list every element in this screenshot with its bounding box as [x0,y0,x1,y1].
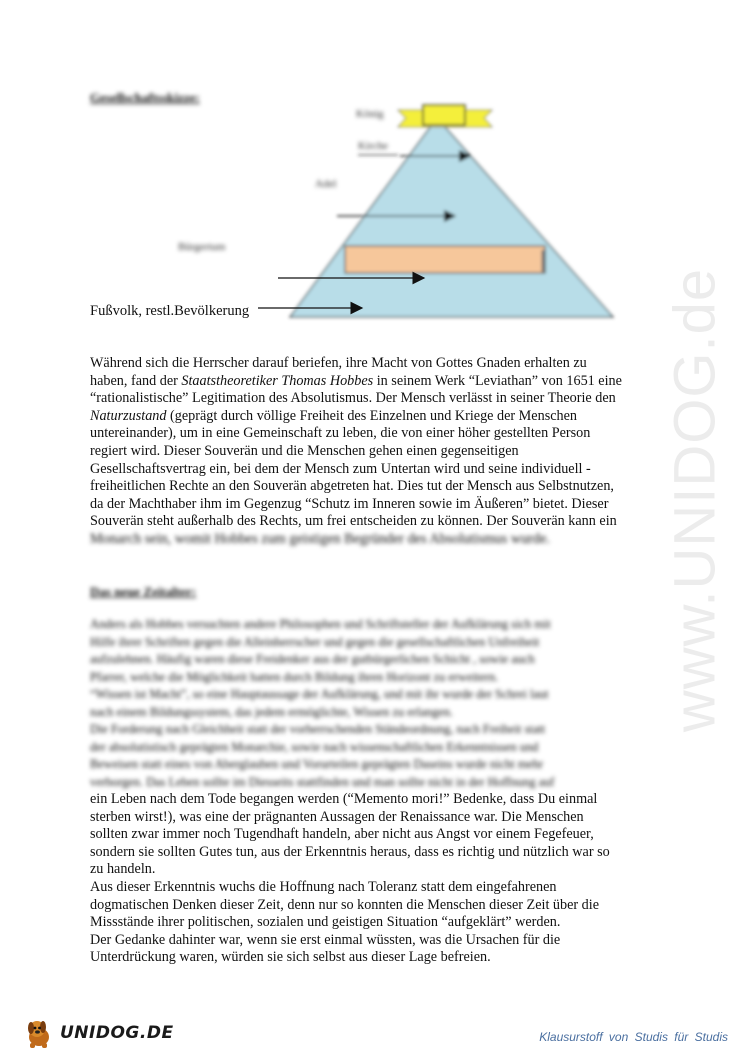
paragraph-line: Pfarrer, welche die Möglichkeit hatten durch Bildung ihren Horizont zu erweitern. [90,669,499,684]
paragraph-line [90,513,670,531]
footer-slogan: Klausurstoff von Studis für Studis [539,1030,728,1044]
paragraph-line: verborgen. Das Leben sollte im Diesseits stattfinden und man sollte nicht in der Hoffnung auf [90,774,555,789]
label-adel: Adel [315,178,337,190]
paragraph-line: Missstände ihrer politischen, sozialen und geistigen Situation “aufgeklärt” werden. [90,914,561,931]
paragraph-line [90,425,670,443]
footer-logo[interactable] [22,1015,174,1051]
paragraph-line: Unterdrückung waren, würden sie sich selbst aus dieser Lage befreien. [90,949,491,966]
paragraph-line: dogmatischen Denken dieser Zeit, denn nur so konnten die Menschen dieser Zeit über die [90,896,600,913]
text: regiert wird. Dieser Souverän und die Menschen gehen einen gegenseitigen [90,442,519,459]
paragraph-line: Aus dieser Erkenntnis wuchs die Hoffnung nach Toleranz statt dem eingefahrenen [90,878,557,895]
italic-text: Naturzustand [90,407,167,424]
paragraph-line: Der Gedanke dahinter war, wenn sie erst einmal wüssten, was die Ursachen für die [90,931,561,948]
pyramid-triangle [290,118,613,317]
label-buergertum: Bürgertum [178,241,226,253]
paragraph-line: Die Forderung nach Gleichheit statt der vorherrschenden Ständeordnung, nach Freiheit statt [90,722,546,736]
hobbes-paragraph-blurred-line [90,531,670,549]
paragraph-line: Anders als Hobbes versuchten andere Philosophen und Schriftsteller der Aufklärung sich mit [90,617,551,631]
paragraph-line [90,373,670,391]
section-heading-gesellschaftsskizze: Gesellschaftsskizze: [90,90,200,105]
paragraph-line [90,355,670,373]
aufklaerung-paragraph-blurred [90,616,670,791]
paragraph-line: ein Leben nach dem Tode begangen werden (“Memento mori!” Bedenke, dass Du einmal [90,791,598,807]
paragraph-line [90,496,670,514]
crown-box [423,105,465,125]
text: Gesellschaftsvertrag ein, bei dem der Mensch zum Untertan wird und seine individuell - [90,460,591,477]
paragraph-line: Hilfe ihrer Schriften gegen die Alleinherrscher und gegen die gesellschaftlichen Unfreiheit [90,634,540,649]
label-koenig: König [356,108,384,120]
society-pyramid-diagram [0,100,750,330]
text: haben, fand der [90,372,182,389]
paragraph-line [90,408,670,426]
text: in seinem Werk “Leviathan” von 1651 eine [373,372,622,389]
paragraph-line: Monarch sein, womit Hobbes zum geistigen Begründer des Absolutismus wurde. [90,531,550,547]
watermark-text: www.UNIDOG.de [662,267,728,733]
label-kirche: Kirche [358,140,388,152]
text: “rationalistische” Legitimation des Absolutismus. Der Mensch verlässt in seiner Theorie den [90,390,616,407]
paragraph-line [90,443,670,461]
paragraph-line [90,461,670,479]
aufklaerung-paragraph [90,791,670,967]
paragraph-line: sollten zwar immer noch Tugendhaft handeln, aber nicht aus Angst vor einem Fegefeuer, [90,826,594,843]
text: (geprägt durch völlige Freiheit des Einzelnen und Kriege der Menschen [166,407,577,424]
paragraph-line: “Wissen ist Macht”, so eine Hauptaussage der Aufklärung, und mit ihr wurde der Schrei laut [90,687,549,701]
logo-text: UNIDOG.DE [60,1023,174,1043]
paragraph-line: sterben wirst!), was eine der prägnanten Aussagen der Renaissance war. Die Menschen [90,808,584,825]
text: da der Machthaber ihm im Gegenzug “Schutz im Inneren sowie im Äußeren” bietet. Dieser [90,495,609,512]
dog-mascot-icon [22,1016,56,1050]
paragraph-line: zu handeln. [90,861,156,878]
text: Souverän steht außerhalb des Rechts, um frei entscheiden zu können. Der Souverän kann ein [90,513,617,530]
buergertum-box [345,246,545,273]
hobbes-paragraph [90,355,670,531]
paragraph-line: aufzulehnen. Häufig waren diese Freidenker aus der gutbürgerlichen Schicht , sowie auch [90,652,535,666]
paragraph-line: der absolutistisch geprägten Monarchie, sowie nach wissenschaftlichen Erkenntnissen und [90,739,539,754]
italic-text: Staatstheoretiker Thomas Hobbes [181,372,374,389]
section-heading-neues-zeitalter: Das neue Zeitalter: [90,584,197,599]
text: untereinander), um in eine Gemeinschaft zu leben, die von einer höher gestellten Person [90,425,591,442]
paragraph-line [90,478,670,496]
paragraph-line: sondern sie sollten Gutes tun, aus der Erkenntnis heraus, dass es richtig und nützlich war so [90,843,610,860]
paragraph-line: nach einem Bildungssystem, das jedem ermöglichte, Wissen zu erlangen. [90,704,453,719]
paragraph-line [90,390,670,408]
label-fussvolk: Fußvolk, restl.Bevölkerung [90,303,250,319]
paragraph-line: Beweisen statt eines von Aberglauben und Vorurteilen geprägten Daseins wurde nicht mehr [90,757,544,771]
text: Während sich die Herrscher darauf beriefen, ihre Macht von Gottes Gnaden erhalten zu [90,355,587,371]
text: freiheitlichen Rechte an den Souverän abgetreten hat. Dies tut der Mensch aus Selbstnutzen, [90,478,614,495]
